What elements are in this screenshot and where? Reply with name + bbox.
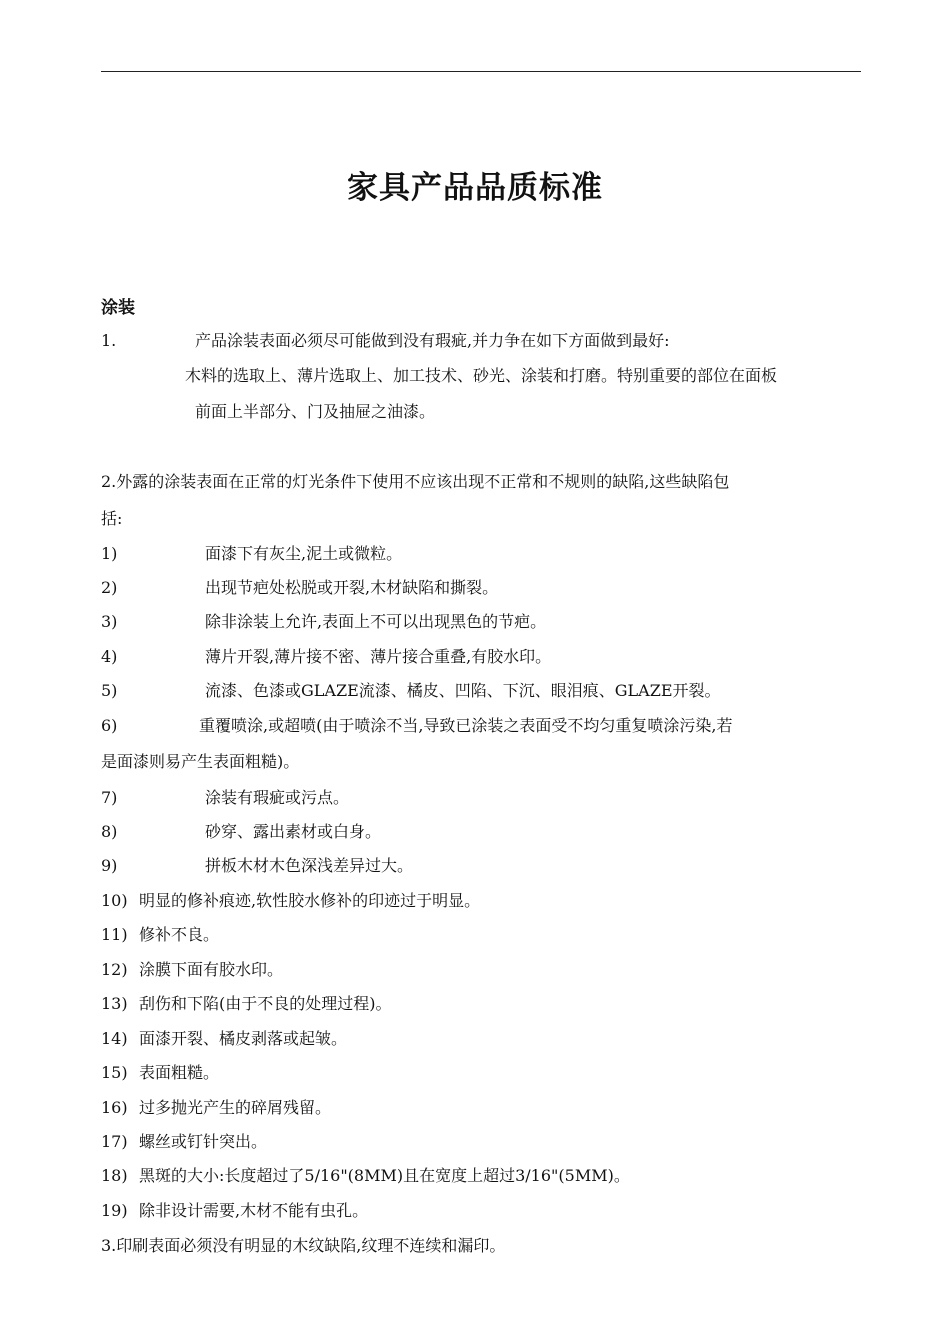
defect-number: 2) [101,578,118,597]
page-title: 家具产品品质标准 [347,170,603,206]
defect-text: 涂膜下面有胶水印。 [139,960,284,979]
defect-number: 17) [101,1132,128,1151]
defect-number: 13) [101,994,128,1013]
defect-text: 面漆开裂、橘皮剥落或起皱。 [139,1029,348,1048]
item1-line3: 前面上半部分、门及抽屉之油漆。 [195,402,436,421]
defect-text: 除非设计需要,木材不能有虫孔。 [139,1201,369,1220]
defect-text: 螺丝或钉针突出。 [139,1132,268,1151]
item3-text: 3.印刷表面必须没有明显的木纹缺陷,纹理不连续和漏印。 [101,1236,506,1255]
defect-text: 出现节疤处松脱或开裂,木材缺陷和撕裂。 [205,578,499,597]
defect-number: 9) [101,856,118,875]
item2-line2: 括: [101,509,123,528]
defect-number: 15) [101,1063,128,1082]
defect-number: 12) [101,960,128,979]
item1-line2: 木料的选取上、薄片选取上、加工技术、砂光、涂装和打磨。特别重要的部位在面板 [185,366,778,385]
defect-number: 18) [101,1166,128,1185]
defect-text: 薄片开裂,薄片接不密、薄片接合重叠,有胶水印。 [205,647,552,666]
defect-number: 19) [101,1201,128,1220]
defect-number: 7) [101,788,118,807]
defect-number: 11) [101,925,128,944]
defect-text: 除非涂装上允许,表面上不可以出现黑色的节疤。 [205,612,547,631]
section-heading: 涂装 [101,298,135,318]
defect-number: 16) [101,1098,128,1117]
defect-number: 14) [101,1029,128,1048]
item1-line1: 产品涂装表面必须尽可能做到没有瑕疵,并力争在如下方面做到最好: [195,331,670,350]
defect-text: 表面粗糙。 [139,1063,220,1082]
defect-text: 面漆下有灰尘,泥土或微粒。 [205,544,403,563]
defect-number: 1) [101,544,118,563]
defect-number: 6) [101,716,118,735]
defect-text: 砂穿、露出素材或白身。 [205,822,382,841]
defect-text: 流漆、色漆或GLAZE流漆、橘皮、凹陷、下沉、眼泪痕、GLAZE开裂。 [205,681,721,700]
defect-number: 5) [101,681,118,700]
defect-text: 黑斑的大小:长度超过了5/16"(8MM)且在宽度上超过3/16"(5MM)。 [139,1166,630,1185]
header-rule [101,71,861,72]
defect-number: 3) [101,612,118,631]
defect-number: 4) [101,647,118,666]
defect-text: 修补不良。 [139,925,220,944]
defect-text: 明显的修补痕迹,软性胶水修补的印迹过于明显。 [139,891,481,910]
defect-text: 重覆喷涂,或超喷(由于喷涂不当,导致已涂装之表面受不均匀重复喷涂污染,若 [199,716,733,735]
defect-text: 拼板木材木色深浅差异过大。 [205,856,414,875]
defect-text: 涂装有瑕疵或污点。 [205,788,350,807]
defect-number: 10) [101,891,128,910]
item1-number: 1. [101,331,117,350]
item2-line1: 2.外露的涂装表面在正常的灯光条件下使用不应该出现不正常和不规则的缺陷,这些缺陷包 [101,472,730,491]
defect-text: 刮伤和下陷(由于不良的处理过程)。 [139,994,392,1013]
defect-text: 过多抛光产生的碎屑残留。 [139,1098,332,1117]
defect-continuation: 是面漆则易产生表面粗糙)。 [101,752,300,771]
defect-number: 8) [101,822,118,841]
